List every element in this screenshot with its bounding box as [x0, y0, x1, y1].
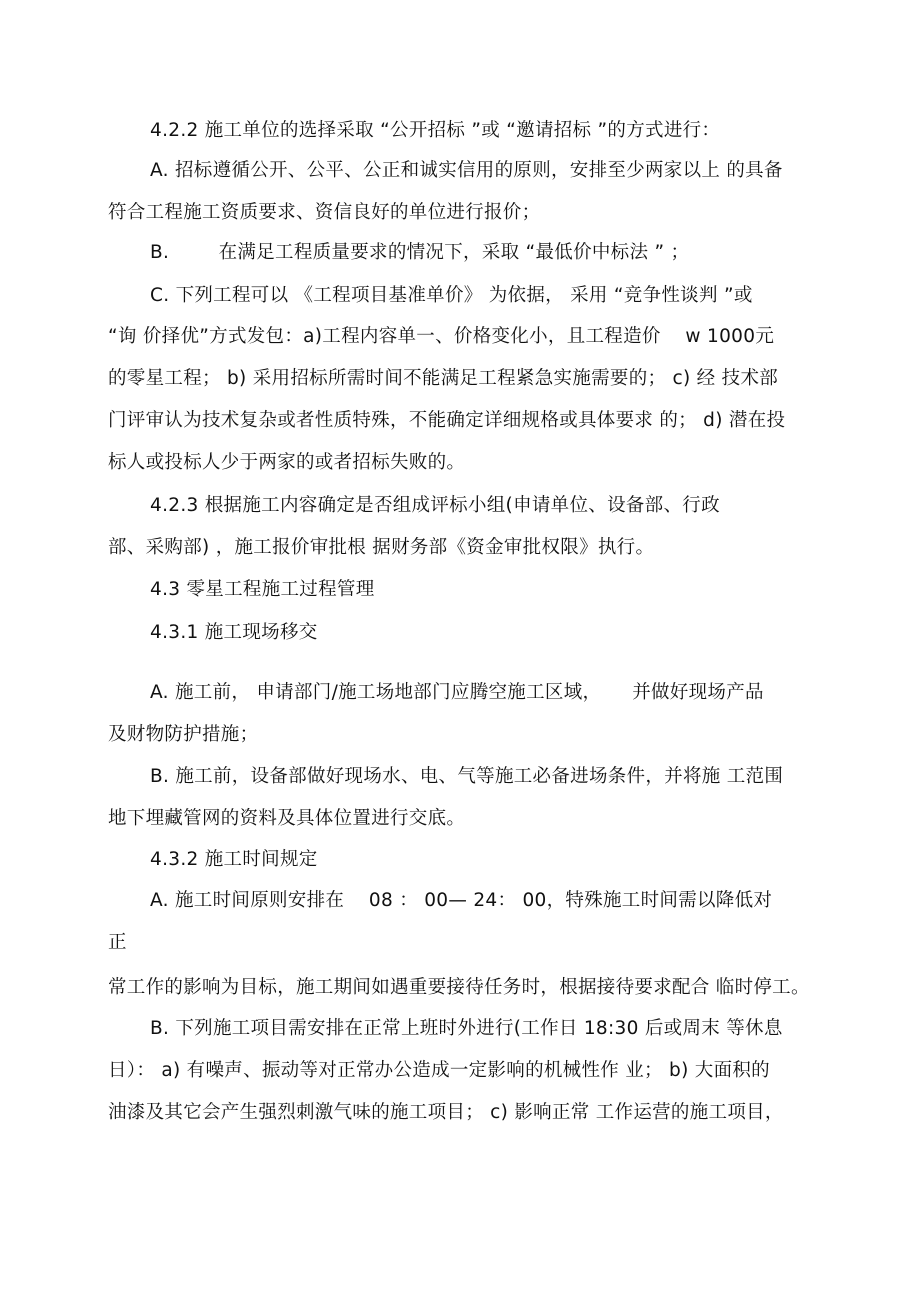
paragraph-line: 符合工程施工资质要求、资信良好的单位进行报价； — [108, 202, 541, 223]
paragraph-line: 及财物防护措施； — [108, 724, 259, 745]
paragraph-line: 常工作的影响为目标，施工期间如遇重要接待任务时，根据接待要求配合 临时停工。 — [108, 977, 810, 998]
paragraph-line: 油漆及其它会产生强烈刺激气味的施工项目； c) 影响正常 工作运营的施工项目， — [108, 1102, 784, 1123]
heading-4-3-2: 4.3.2 施工时间规定 — [150, 849, 318, 870]
heading-4-2-2: 4.2.2 施工单位的选择采取 “公开招标 ”或 “邀请招标 ”的方式进行： — [150, 120, 721, 141]
paragraph-line: A. 招标遵循公开、公平、公正和诚实信用的原则，安排至少两家以上 的具备 — [150, 160, 783, 181]
paragraph-line: 标人或投标人少于两家的或者招标失败的。 — [108, 452, 466, 473]
paragraph-line: 日）： a) 有噪声、振动等对正常办公造成一定影响的机械性作 业； b) 大面积的 — [108, 1060, 770, 1081]
heading-4-2-3: 4.2.3 根据施工内容确定是否组成评标小组(申请单位、设备部、行政 — [150, 495, 720, 516]
paragraph-line: C. 下列工程可以 《工程项目基准单价》 为依据， 采用 “竞争性谈判 ”或 — [150, 285, 753, 306]
paragraph-line: 部、采购部) ，施工报价审批根 据财务部《资金审批权限》执行。 — [108, 537, 655, 558]
paragraph-line: 地下埋藏管网的资料及具体位置进行交底。 — [108, 808, 466, 829]
paragraph-line: 门评审认为技术复杂或者性质特殊，不能确定详细规格或具体要求 的； d) 潜在投 — [108, 410, 786, 431]
heading-4-3-1: 4.3.1 施工现场移交 — [150, 622, 318, 643]
paragraph-line: A. 施工时间原则安排在 08 ： 00— 24： 00，特殊施工时间需以降低对 — [150, 890, 773, 911]
heading-4-3: 4.3 零星工程施工过程管理 — [150, 579, 375, 600]
paragraph-line: B. 施工前，设备部做好现场水、电、气等施工必备进场条件，并将施 工范围 — [150, 766, 784, 787]
paragraph-line: 正 — [108, 932, 127, 953]
paragraph-line: 的零星工程； b) 采用招标所需时间不能满足工程紧急实施需要的； c) 经 技术部 — [108, 368, 779, 389]
paragraph-line: B. 在满足工程质量要求的情况下，采取 “最低价中标法 ” ； — [150, 242, 690, 263]
paragraph-line: B. 下列施工项目需安排在正常上班时外进行(工作日 18:30 后或周末 等休息 — [150, 1018, 783, 1039]
paragraph-line: “询 价择优”方式发包：a)工程内容单一、价格变化小，且工程造价 w 1000元 — [108, 326, 775, 347]
paragraph-line: A. 施工前， 申请部门/施工场地部门应腾空施工区域， 并做好现场产品 — [150, 682, 764, 703]
